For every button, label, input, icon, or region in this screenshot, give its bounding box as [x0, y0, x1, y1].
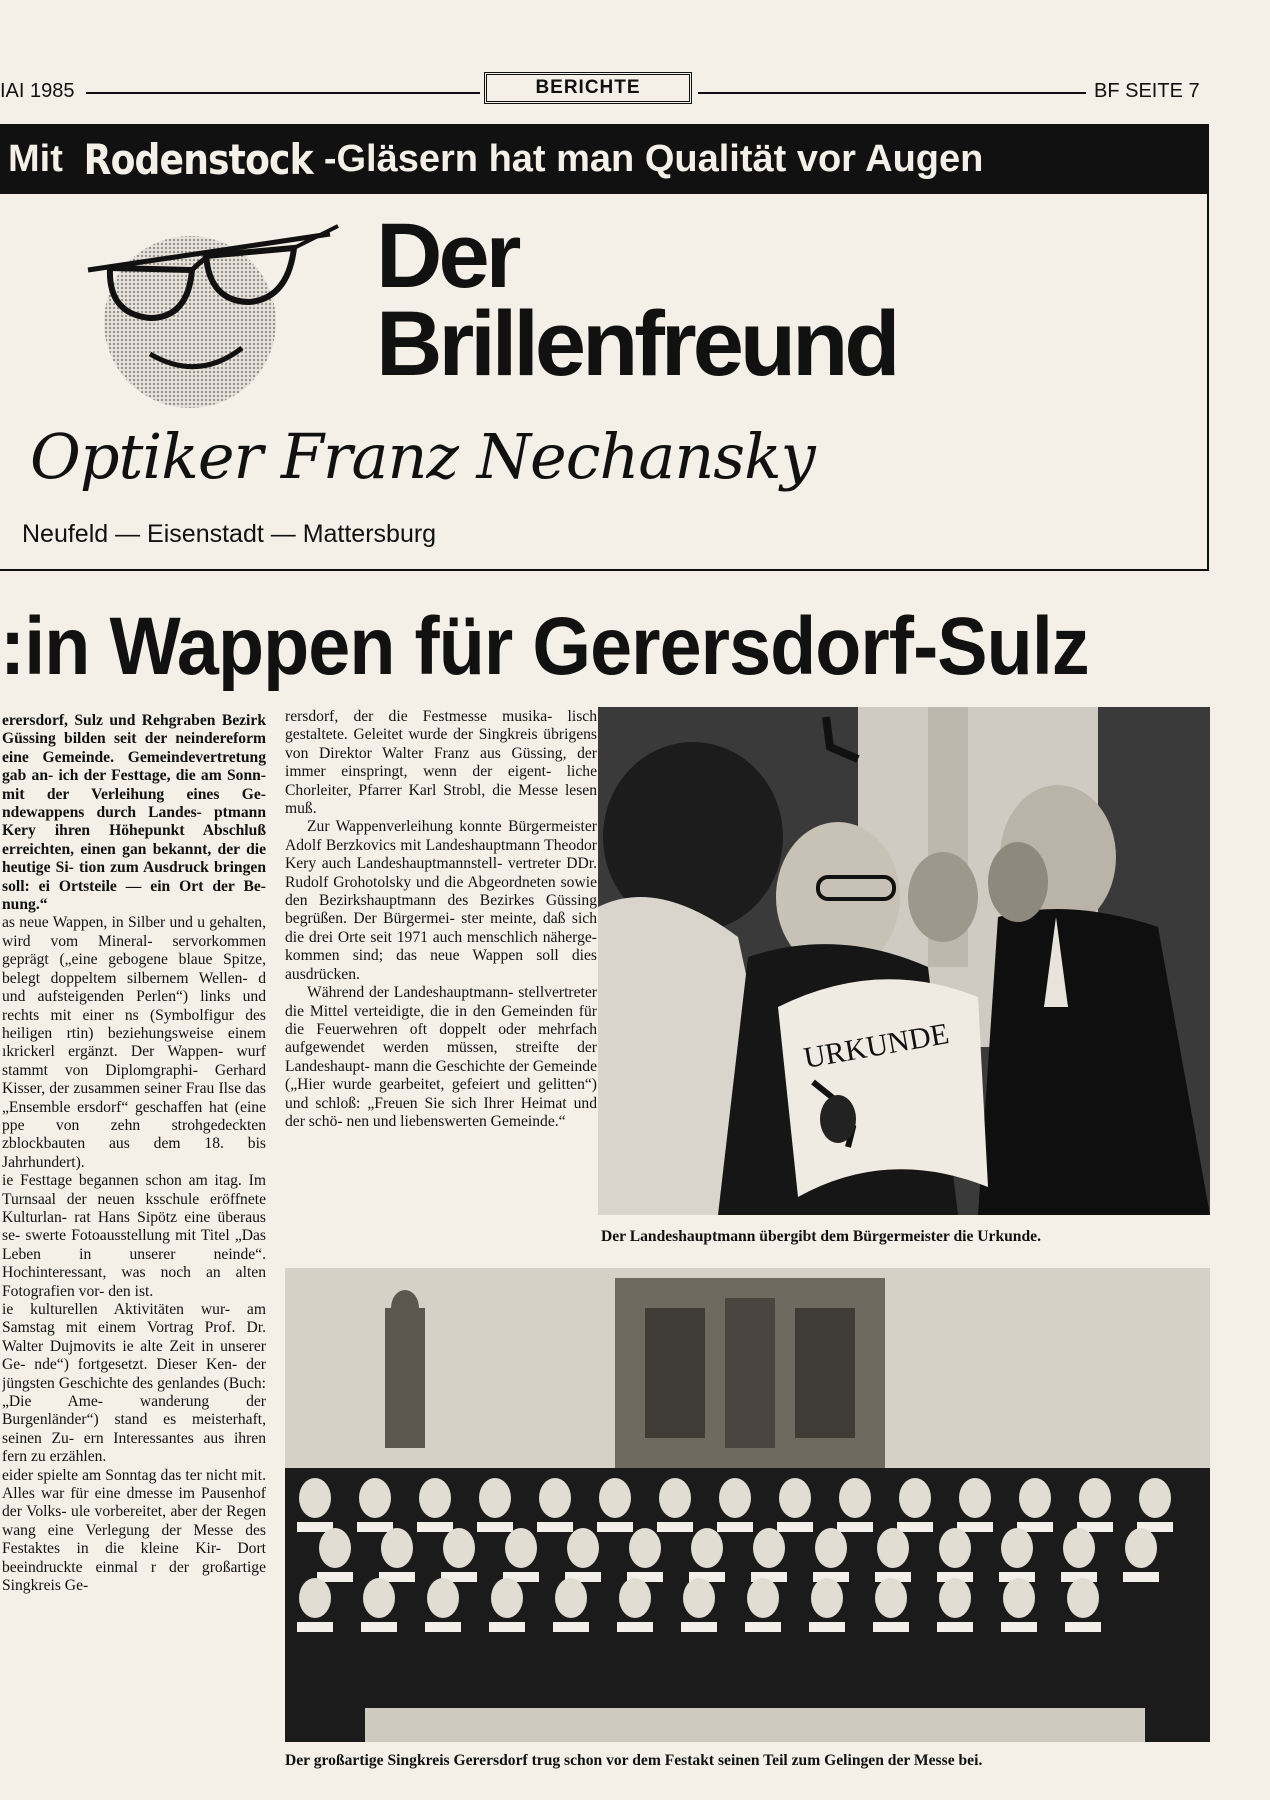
- choir-collar: [597, 1522, 633, 1532]
- choir-member: [939, 1528, 971, 1568]
- choir-member: [359, 1478, 391, 1518]
- choir-member: [839, 1478, 871, 1518]
- choir-member: [1003, 1578, 1035, 1618]
- choir-member: [539, 1478, 571, 1518]
- choir-member: [619, 1578, 651, 1618]
- choir-member: [747, 1578, 779, 1618]
- choir-member: [1067, 1578, 1099, 1618]
- banner-prefix: Mit: [8, 137, 74, 180]
- choir-collar: [489, 1622, 525, 1632]
- choir-member: [753, 1528, 785, 1568]
- title-line-2: Brillenfreund: [376, 293, 897, 395]
- choir-member: [691, 1528, 723, 1568]
- choir-member: [1019, 1478, 1051, 1518]
- choir-member: [419, 1478, 451, 1518]
- title-line-1: Der: [376, 205, 518, 307]
- choir-collar: [745, 1622, 781, 1632]
- advertisement-title: [376, 205, 897, 395]
- choir-member: [1139, 1478, 1171, 1518]
- choir-member: [599, 1478, 631, 1518]
- choir-member: [1125, 1528, 1157, 1568]
- optician-signature: Optiker Franz Nechansky: [30, 420, 815, 493]
- choir-member: [899, 1478, 931, 1518]
- page-number: BF SEITE 7: [1094, 80, 1200, 102]
- choir-collar: [897, 1522, 933, 1532]
- choir-collar: [837, 1522, 873, 1532]
- choir-member: [959, 1478, 991, 1518]
- choir-member: [815, 1528, 847, 1568]
- choir-member: [683, 1578, 715, 1618]
- choir-collar: [617, 1622, 653, 1632]
- choir-collar: [777, 1522, 813, 1532]
- smiley-glasses-icon: [80, 222, 340, 412]
- choir-member: [491, 1578, 523, 1618]
- choir-collar: [537, 1522, 573, 1532]
- choir-collar: [717, 1522, 753, 1532]
- paragraph: eider spielte am Sonntag das ter nicht mit. Alles war für eine dmesse im Pausenhof der Volks- ule vorbereitet, aber der Regen wang eine Verlegung der Messe des Festaktes in die kleine Kir- Dort beeindruckte einmal r der großartige Singkreis Ge-: [2, 1466, 266, 1595]
- choir-member: [779, 1478, 811, 1518]
- choir-member: [875, 1578, 907, 1618]
- choir-collar: [297, 1622, 333, 1632]
- certificate-text: URKUNDE: [801, 1017, 952, 1076]
- choir-member: [659, 1478, 691, 1518]
- choir-member: [479, 1478, 511, 1518]
- choir-collar: [809, 1622, 845, 1632]
- choir-collar: [657, 1522, 693, 1532]
- choir-collar: [553, 1622, 589, 1632]
- paragraph: rersdorf, der die Festmesse musika- lisch gestaltete. Geleitet wurde der Singkreis übrigens von Direktor Walter Franz aus Güssing, der immer einspringt, wenn der eigent- liche Chorleiter, Pfarrer Karl Strobl, die Messe lesen muß.: [285, 708, 597, 818]
- choir-member: [1063, 1528, 1095, 1568]
- choir-member: [505, 1528, 537, 1568]
- choir-member: [1079, 1478, 1111, 1518]
- section-label: BERICHTE: [484, 72, 692, 104]
- brand-logo: Rodenstock: [84, 134, 314, 184]
- choir-collar: [357, 1522, 393, 1532]
- choir-member: [939, 1578, 971, 1618]
- paragraph: as neue Wappen, in Silber und u gehalten, wird vom Mineral- servorkommen geprägt („eine gebogene blaue Spitze, belegt doppeltem silbernem Wellen- d und aufsteigenden Perlen“) links und rechts mit einer ns (Symbolfigur des heiligen rtin) beziehungsweise einem ıkrickerl ergänzt. Der Wappen- wurf stammt von Diplomgraphi- Gerhard Kisser, der zusammen seiner Frau Ilse das „Ensemble ersdorf“ geschaffen hat (eine ppe von zehn strohgedeckten zblockbauten aus dem 18. bis Jahrhundert).: [2, 914, 266, 1171]
- header-rule-right: [698, 92, 1086, 94]
- choir-member: [443, 1528, 475, 1568]
- header-rule-left: [86, 92, 480, 94]
- choir-member: [629, 1528, 661, 1568]
- choir-collar: [425, 1622, 461, 1632]
- article-column-2: [285, 708, 597, 1240]
- choir-member: [1001, 1528, 1033, 1568]
- photo-choir: [285, 1268, 1210, 1742]
- paragraph: ie kulturellen Aktivitäten wur- am Samstag mit einem Vortrag Prof. Dr. Walter Dujmovits ie alte Zeit in unserer Ge- nde“) fortgesetzt. Dieser Ken- der jüngsten Geschichte des genlandes (Buch: „Die Ame- wanderung der Burgenländer“) stand es meisterhaft, seinen Zu- ern Interessantes aus ihren fern zu erzählen.: [2, 1301, 266, 1466]
- banner-suffix: -Gläsern hat man Qualität vor Augen: [323, 137, 984, 180]
- paragraph: Zur Wappenverleihung konnte Bürgermeister Adolf Berzkovics mit Landeshauptmann Theodor Kery auch Landeshauptmannstell- vertreter DDr. Rudolf Grohotolsky und die Abgeordneten sowie den Bezirkshauptmann des Bezirkes Güssing begrüßen. Der Bürgermei- ster meinte, daß sich die drei Orte seit 1971 auch menschlich näherge- kommen sind; das neue Wappen soll dies ausdrücken.: [285, 818, 597, 983]
- choir-collar: [417, 1522, 453, 1532]
- paragraph: erersdorf, Sulz und Rehgraben Bezirk Güssing bilden seit der neindereform eine Gemeinde. Gemeindevertretung gab an- ich der Festtage, die am Sonn- mit der Verleihung eines Ge- ndewappens durch Landes- ptmann Kery ihren Höhepunkt Abschluß erreichten, einen gan bekannt, der die heutige Si- tion zum Ausdruck bringen soll: ei Ortsteile — ein Ort der Be- nung.“: [2, 712, 266, 914]
- choir-member: [719, 1478, 751, 1518]
- choir-collar: [873, 1622, 909, 1632]
- photo-caption: Der großartige Singkreis Gerersdorf trug schon vor dem Festakt seinen Teil zum Gelingen der Messe bei.: [285, 1752, 983, 1769]
- article-headline: :in Wappen für Gerersdorf-Sulz: [0, 601, 1089, 692]
- photo-caption: Der Landeshauptmann übergibt dem Bürgermeister die Urkunde.: [601, 1228, 1041, 1245]
- photo-choir-drawing: [285, 1268, 1210, 1742]
- photo-certificate-handover: [598, 707, 1210, 1215]
- choir-collar: [937, 1622, 973, 1632]
- issue-date: IAI 1985: [0, 80, 75, 102]
- paragraph: ie Festtage begannen schon am itag. Im Turnsaal der neuen ksschule eröffnete Kulturlan- rat Hans Sipötz eine überaus se- swerte Fotoausstellung mit Titel „Das Leben in unserer neinde“. Hochinteressant, was noch an alten Fotografien vor- den ist.: [2, 1172, 266, 1300]
- choir-collar: [477, 1522, 513, 1532]
- choir-member: [381, 1528, 413, 1568]
- choir-member: [555, 1578, 587, 1618]
- choir-collar: [1123, 1572, 1159, 1582]
- paragraph: Während der Landeshauptmann- stellvertreter die Mittel verteidigte, die in den Gemeinden für die Feuerwehren oft doppelt oder mehrfach aufgewendet werden müssen, streifte der Landeshaupt- mann die Geschichte der Gemeinde („Hier wurde gearbeitet, gefeiert und gelitten“) und schloß: „Freuen Sie sich Ihrer Heimat und der schö- nen und liebenswerten Gemeinde.“: [285, 984, 597, 1130]
- choir-collar: [361, 1622, 397, 1632]
- choir-member: [877, 1528, 909, 1568]
- choir-member: [427, 1578, 459, 1618]
- choir-collar: [1065, 1622, 1101, 1632]
- choir-member: [811, 1578, 843, 1618]
- choir-member: [299, 1478, 331, 1518]
- article-column-1: [2, 712, 266, 1748]
- choir-collar: [681, 1622, 717, 1632]
- advertisement-banner: [0, 124, 1209, 194]
- choir-member: [299, 1578, 331, 1618]
- store-locations: Neufeld — Eisenstadt — Mattersburg: [22, 520, 437, 548]
- choir-member: [363, 1578, 395, 1618]
- choir-member: [319, 1528, 351, 1568]
- choir-member: [567, 1528, 599, 1568]
- choir-collar: [1001, 1622, 1037, 1632]
- photo-certificate-drawing: [598, 707, 1210, 1215]
